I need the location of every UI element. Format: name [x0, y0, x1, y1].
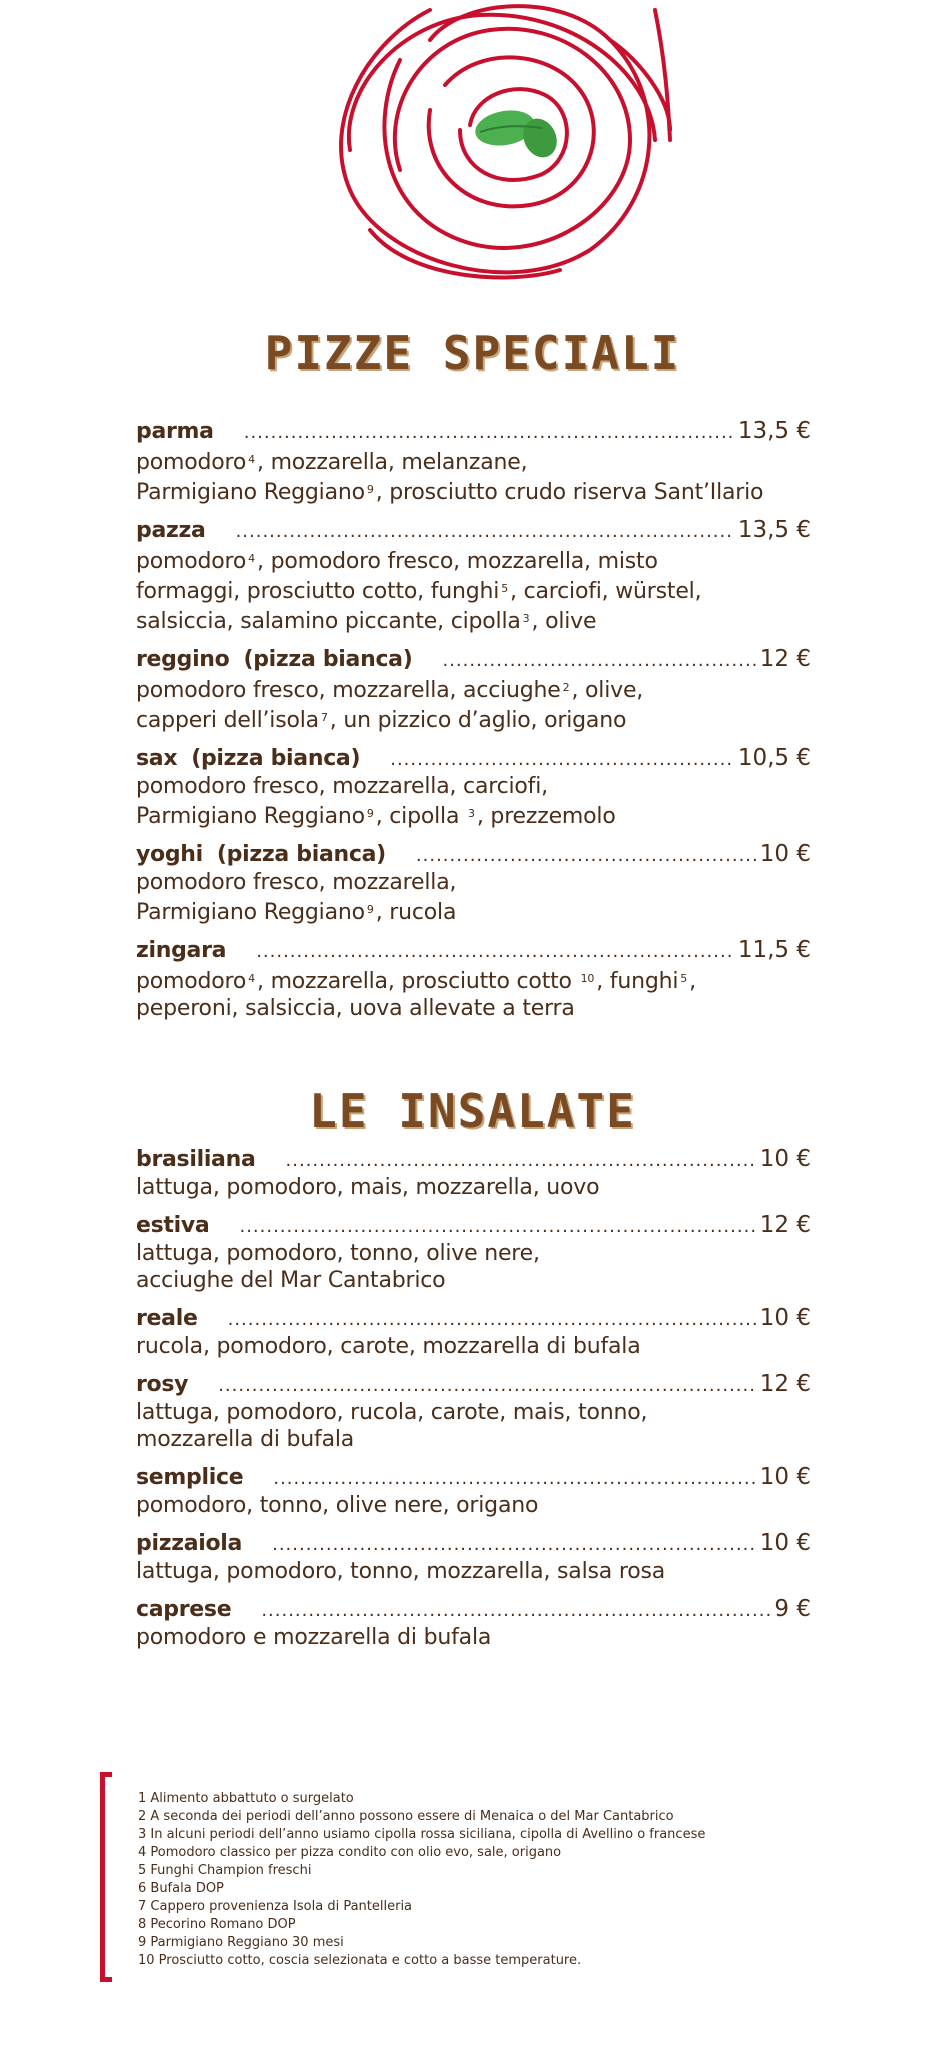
description-text: , prosciutto crudo riserva Sant’Ilario: [375, 480, 764, 505]
footnotes-list: [138, 1790, 838, 1970]
menu-item-description: [136, 545, 811, 635]
menu-item-name: reggino: [136, 647, 230, 672]
description-text: , olive,: [571, 678, 644, 703]
menu-item: [136, 1146, 811, 1201]
description-text: Parmigiano Reggiano: [136, 900, 365, 925]
description-text: pomodoro fresco, mozzarella, acciughe: [136, 678, 561, 703]
footnote-line: 8 Pecorino Romano DOP: [138, 1917, 296, 1932]
menu-item: [136, 418, 811, 506]
menu-item: [136, 745, 811, 830]
description-text: , mozzarella, melanzane,: [256, 450, 528, 475]
menu-item-description: [136, 965, 811, 1022]
description-line: [136, 575, 811, 605]
footnote-ref: 4: [248, 552, 255, 565]
footnote-ref: 3: [522, 612, 530, 625]
description-line: [136, 1558, 811, 1585]
menu-item-description: [136, 869, 811, 926]
description-line: [136, 1426, 811, 1453]
description-text: , rucola: [375, 900, 457, 925]
menu-item: [136, 1596, 811, 1651]
menu-item-header: [136, 1371, 811, 1399]
dot-leader: [286, 1147, 756, 1174]
menu-item-header: [136, 937, 811, 965]
description-text: pomodoro: [136, 450, 247, 475]
description-text: , cipolla: [375, 804, 467, 829]
dot-leader: [228, 1306, 756, 1333]
menu-item: [136, 1305, 811, 1360]
menu-item-note: (pizza bianca): [216, 842, 386, 867]
menu-item-note: (pizza bianca): [243, 647, 413, 672]
footnote-ref: 5: [680, 972, 688, 985]
description-text: mozzarella di bufala: [136, 1427, 355, 1452]
footnote-line: 5 Funghi Champion freschi: [138, 1863, 312, 1878]
menu-item-price: 12 €: [759, 646, 811, 672]
menu-item-price: 10 €: [759, 1464, 811, 1490]
footnote-line: 2 A seconda dei periodi dell’anno possono essere di Menaica o del Mar Cantabrico: [138, 1809, 674, 1824]
menu-item-price: 9 €: [774, 1596, 811, 1622]
menu-item-description: [136, 1624, 811, 1651]
dot-leader: [261, 1597, 770, 1624]
footnote-line: 7 Cappero provenienza Isola di Pantelleria: [138, 1899, 413, 1914]
description-text: peperoni, salsiccia, uova allevate a terra: [136, 996, 575, 1021]
description-line: [136, 1492, 811, 1519]
menu-item-name: caprese: [136, 1597, 232, 1622]
section-title-pizze-speciali: PIZZE SPECIALI: [264, 326, 681, 380]
dot-leader: [273, 1465, 755, 1492]
description-line: [136, 869, 811, 896]
dot-leader: [442, 647, 755, 674]
footnote-ref: 4: [248, 972, 255, 985]
menu-item-name: yoghi: [136, 842, 203, 867]
menu-item-name: sax: [136, 746, 178, 771]
description-line: [136, 1174, 811, 1201]
menu-item-description: [136, 773, 811, 830]
description-text: pomodoro fresco, mozzarella,: [136, 870, 457, 895]
description-line: [136, 446, 811, 476]
description-line: [136, 1240, 811, 1267]
footnote-ref: 9: [366, 483, 374, 496]
dot-leader: [272, 1531, 756, 1558]
menu-item: [136, 646, 811, 734]
menu-item: [136, 1464, 811, 1519]
dot-leader: [239, 1213, 755, 1240]
menu-item-header: [136, 1305, 811, 1333]
footnote-line: 3 In alcuni periodi dell’anno usiamo cipolla rossa siciliana, cipolla di Avellino o francese: [138, 1827, 706, 1842]
description-text: lattuga, pomodoro, mais, mozzarella, uovo: [136, 1175, 600, 1200]
menu-item-price: 10 €: [759, 1146, 811, 1172]
footnote-ref: 10: [580, 972, 595, 985]
description-text: pomodoro: [136, 969, 247, 994]
menu-item-header: [136, 1146, 811, 1174]
description-line: [136, 995, 811, 1022]
description-text: lattuga, pomodoro, tonno, mozzarella, salsa rosa: [136, 1559, 666, 1584]
insalate-menu-list: [136, 1146, 811, 1662]
description-text: , olive: [531, 609, 597, 634]
menu-item-name: parma: [136, 419, 214, 444]
menu-item-price: 13,5 €: [737, 517, 811, 543]
description-line: [136, 1399, 811, 1426]
menu-item-note: (pizza bianca): [191, 746, 361, 771]
footnote-ref: 2: [562, 681, 570, 694]
description-line: [136, 704, 811, 734]
menu-item-header: [136, 646, 811, 674]
description-text: acciughe del Mar Cantabrico: [136, 1268, 446, 1293]
menu-item: [136, 517, 811, 635]
description-text: pomodoro fresco, mozzarella, carciofi,: [136, 774, 548, 799]
description-text: , mozzarella, prosciutto cotto: [256, 969, 579, 994]
footnote-ref: 9: [366, 807, 374, 820]
footnote-ref: 5: [501, 582, 509, 595]
menu-item-name: semplice: [136, 1465, 244, 1490]
description-text: , funghi: [596, 969, 679, 994]
menu-item: [136, 1212, 811, 1294]
menu-item-header: [136, 841, 811, 869]
menu-item-price: 10 €: [759, 841, 811, 867]
description-line: [136, 800, 811, 830]
menu-item-description: [136, 1174, 811, 1201]
menu-item-header: [136, 1596, 811, 1624]
menu-item-price: 11,5 €: [737, 937, 811, 963]
menu-item-header: [136, 745, 811, 773]
footnote-ref: 3: [468, 807, 475, 820]
menu-item-description: [136, 446, 811, 506]
description-text: Parmigiano Reggiano: [136, 480, 365, 505]
pizze-menu-list: [136, 418, 811, 1033]
description-text: , un pizzico d’aglio, origano: [329, 708, 627, 733]
menu-item: [136, 1371, 811, 1453]
description-text: lattuga, pomodoro, tonno, olive nere,: [136, 1241, 540, 1266]
footnotes-bracket-icon: [100, 1772, 112, 1982]
menu-item-description: [136, 1558, 811, 1585]
menu-item-price: 10 €: [759, 1530, 811, 1556]
menu-item-name: zingara: [136, 938, 227, 963]
description-line: [136, 896, 811, 926]
description-text: lattuga, pomodoro, rucola, carote, mais, tonno,: [136, 1400, 648, 1425]
description-text: pomodoro, tonno, olive nere, origano: [136, 1493, 539, 1518]
menu-item-price: 10,5 €: [737, 745, 811, 771]
footnote-ref: 9: [366, 903, 374, 916]
description-text: , carciofi, würstel,: [510, 579, 702, 604]
description-text: , pomodoro fresco, mozzarella, misto: [256, 549, 658, 574]
description-text: formaggi, prosciutto cotto, funghi: [136, 579, 500, 604]
description-text: rucola, pomodoro, carote, mozzarella di bufala: [136, 1334, 641, 1359]
description-text: pomodoro e mozzarella di bufala: [136, 1625, 492, 1650]
menu-item-name: brasiliana: [136, 1147, 256, 1172]
menu-item: [136, 937, 811, 1022]
menu-item-header: [136, 517, 811, 545]
menu-item-description: [136, 1240, 811, 1294]
description-line: [136, 1333, 811, 1360]
menu-item-price: 13,5 €: [737, 418, 811, 444]
menu-item-description: [136, 674, 811, 734]
description-line: [136, 674, 811, 704]
description-line: [136, 545, 811, 575]
spaghetti-basil-logo-icon: [310, 0, 690, 290]
menu-item-description: [136, 1333, 811, 1360]
menu-item-price: 12 €: [759, 1212, 811, 1238]
description-text: salsiccia, salamino piccante, cipolla: [136, 609, 521, 634]
footnote-ref: 4: [248, 453, 255, 466]
menu-item: [136, 1530, 811, 1585]
menu-item-header: [136, 1530, 811, 1558]
footnote-line: 6 Bufala DOP: [138, 1881, 224, 1896]
dot-leader: [244, 419, 734, 446]
menu-item: [136, 841, 811, 926]
dot-leader: [390, 746, 734, 773]
description-text: pomodoro: [136, 549, 247, 574]
footnote-line: 4 Pomodoro classico per pizza condito con olio evo, sale, origano: [138, 1845, 562, 1860]
description-text: , prezzemolo: [476, 804, 616, 829]
dot-leader: [416, 842, 756, 869]
menu-item-description: [136, 1399, 811, 1453]
description-line: [136, 476, 811, 506]
dot-leader: [256, 938, 734, 965]
dot-leader: [236, 518, 734, 545]
description-line: [136, 1624, 811, 1651]
description-line: [136, 1267, 811, 1294]
menu-item-name: rosy: [136, 1372, 189, 1397]
description-line: [136, 605, 811, 635]
description-line: [136, 773, 811, 800]
menu-item-description: [136, 1492, 811, 1519]
dot-leader: [218, 1372, 756, 1399]
footnote-line: 1 Alimento abbattuto o surgelato: [138, 1791, 354, 1806]
description-text: ,: [689, 969, 696, 994]
menu-item-name: reale: [136, 1306, 198, 1331]
menu-item-price: 12 €: [759, 1371, 811, 1397]
description-text: Parmigiano Reggiano: [136, 804, 365, 829]
footnote-line: 10 Prosciutto cotto, coscia selezionata e cotto a basse temperature.: [138, 1953, 582, 1968]
description-line: [136, 965, 811, 995]
footnote-ref: 7: [320, 711, 328, 724]
menu-item-name: estiva: [136, 1213, 210, 1238]
footnote-line: 9 Parmigiano Reggiano 30 mesi: [138, 1935, 344, 1950]
menu-item-name: pazza: [136, 518, 206, 543]
section-title-le-insalate: LE INSALATE: [309, 1084, 636, 1138]
menu-item-header: [136, 1212, 811, 1240]
menu-item-price: 10 €: [759, 1305, 811, 1331]
menu-item-name: pizzaiola: [136, 1531, 243, 1556]
menu-item-header: [136, 1464, 811, 1492]
menu-item-header: [136, 418, 811, 446]
description-text: capperi dell’isola: [136, 708, 319, 733]
